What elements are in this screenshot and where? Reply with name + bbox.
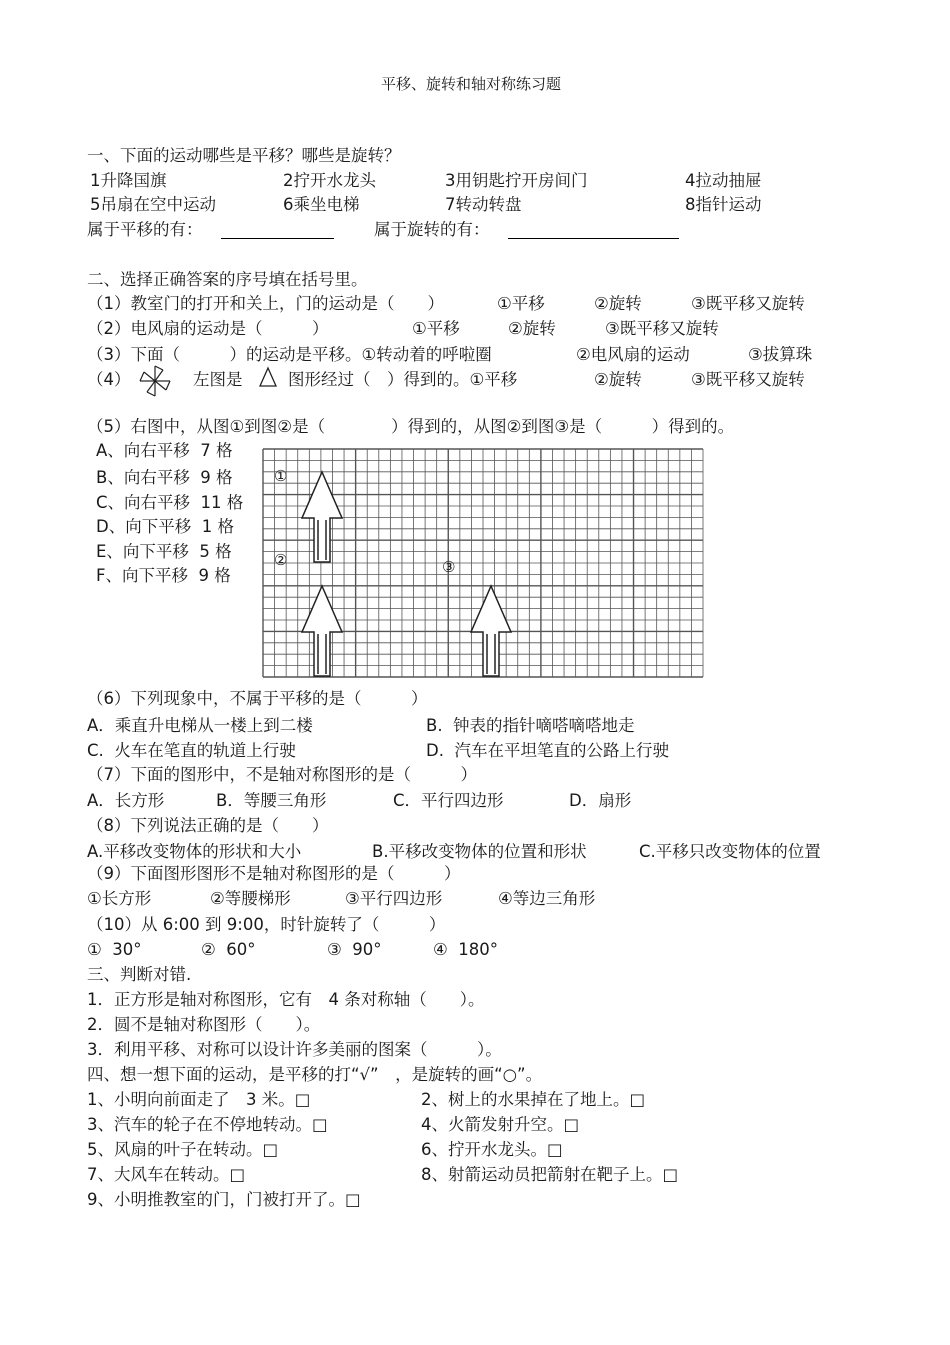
motion-item: 2拧开水龙头 [283,171,376,190]
arrow-figure-1 [302,472,342,562]
q10-option-c: ③ 90° [327,940,382,959]
q5-stem: （5）右图中，从图①到图②是（ ）得到的，从图②到图③是（ ）得到的。 [87,417,735,436]
q1-option-3: ③既平移又旋转 [691,294,805,313]
grid-label-3: ③ [442,558,456,576]
q8-stem: （8）下列说法正确的是（ ） [87,816,329,835]
q5-option-e: E、向下平移 5 格 [96,542,232,561]
judge-item: 3．利用平移、对称可以设计许多美丽的图案（ ）。 [87,1040,502,1059]
arrow-figure-2 [302,586,342,676]
translation-answer-blank[interactable] [221,238,334,239]
q5-option-b: B、向右平移 9 格 [96,468,233,487]
q4-text-a: 左图是 [193,370,243,389]
q9-stem: （9）下面图形图形不是轴对称图形的是（ ） [87,864,461,883]
q9-option-b: ②等腰梯形 [210,889,291,908]
motion-check-item[interactable]: 8、射箭运动员把箭射在靶子上。□ [421,1165,679,1184]
q5-option-a: A、向右平移 7 格 [96,441,233,460]
q10-option-d: ④ 180° [433,940,499,959]
q7-option-d: D．扇形 [569,791,632,810]
q8-option-c: C.平移只改变物体的位置 [639,842,821,861]
motion-item: 4拉动抽屉 [685,171,762,190]
q7-option-b: B．等腰三角形 [216,791,327,810]
motion-check-item[interactable]: 3、汽车的轮子在不停地转动。□ [87,1115,328,1134]
translation-grid-figure [262,448,704,678]
motion-check-item[interactable]: 7、大风车在转动。□ [87,1165,246,1184]
motion-item: 6乘坐电梯 [283,195,360,214]
q10-option-a: ① 30° [87,940,142,959]
q8-option-a: A.平移改变物体的形状和大小 [87,842,302,861]
q9-option-c: ③平行四边形 [345,889,443,908]
q7-stem: （7）下面的图形中，不是轴对称图形的是（ ） [87,765,477,784]
q2-stem: （2）电风扇的运动是（ ） [87,319,329,338]
motion-check-item[interactable]: 9、小明推教室的门，门被打开了。□ [87,1190,361,1209]
q3-option-3: ③拔算珠 [748,345,813,364]
judge-item: 1．正方形是轴对称图形，它有 4 条对称轴（ ）。 [87,990,485,1009]
grid-label-1: ① [274,467,288,485]
motion-check-item[interactable]: 5、风扇的叶子在转动。□ [87,1140,279,1159]
motion-check-item[interactable]: 2、树上的水果掉在了地上。□ [421,1090,646,1109]
q5-option-c: C、向右平移 11 格 [96,493,244,512]
q9-option-a: ①长方形 [87,889,152,908]
motion-check-item[interactable]: 1、小明向前面走了 3 米。□ [87,1090,311,1109]
q10-option-b: ② 60° [201,940,256,959]
q1-stem: （1）教室门的打开和关上，门的运动是（ ） [87,294,444,313]
pinwheel-figure [136,364,174,398]
motion-item: 7转动转盘 [445,195,522,214]
q2-option-2: ②旋转 [508,319,556,338]
motion-item: 5吊扇在空中运动 [90,195,216,214]
q4-option-3: ③既平移又旋转 [691,370,805,389]
translation-label: 属于平移的有： [87,220,203,239]
motion-check-item[interactable]: 6、拧开水龙头。□ [421,1140,563,1159]
rotation-answer-blank[interactable] [508,238,679,239]
q6-option-a: A．乘直升电梯从一楼上到二楼 [87,716,313,735]
q10-stem: （10）从 6:00 到 9:00，时针旋转了（ ） [87,915,446,934]
q7-option-c: C．平行四边形 [393,791,504,810]
section-3-heading: 三、判断对错. [87,965,192,984]
q1-option-2: ②旋转 [594,294,642,313]
q4-text-b: 图形经过（ ）得到的。①平移 [288,370,518,389]
section-1-heading: 一、下面的运动哪些是平移？哪些是旋转？ [87,146,401,165]
q5-option-d: D、向下平移 1 格 [96,517,234,536]
q9-option-d: ④等边三角形 [498,889,596,908]
q1-option-1: ①平移 [497,294,545,313]
arrow-figure-3 [471,586,511,676]
section-4-heading: 四、想一想下面的运动，是平移的打“√” ，是旋转的画“○”。 [87,1065,543,1084]
q5-option-f: F、向下平移 9 格 [96,566,231,585]
page-title: 平移、旋转和轴对称练习题 [381,75,562,93]
grid-label-2: ② [274,551,288,569]
q8-option-b: B.平移改变物体的位置和形状 [372,842,587,861]
q4-option-2: ②旋转 [594,370,642,389]
q6-option-b: B. 钟表的指针嘀嗒嘀嗒地走 [426,716,635,735]
motion-item: 8指针运动 [685,195,762,214]
judge-item: 2．圆不是轴对称图形（ ）。 [87,1015,321,1034]
q7-option-a: A．长方形 [87,791,165,810]
triangle-figure [258,366,278,388]
q3-stem: （3）下面（ ）的运动是平移。①转动着的呼啦圈 [87,345,492,364]
motion-item: 1升降国旗 [90,171,167,190]
q2-option-3: ③既平移又旋转 [605,319,719,338]
motion-check-item[interactable]: 4、火箭发射升空。□ [421,1115,580,1134]
q6-stem: （6）下列现象中，不属于平移的是（ ） [87,689,428,708]
motion-item: 3用钥匙拧开房间门 [445,171,588,190]
section-2-heading: 二、选择正确答案的序号填在括号里。 [87,270,368,289]
q6-option-d: D. 汽车在平坦笔直的公路上行驶 [426,741,669,760]
q3-option-2: ②电风扇的运动 [576,345,690,364]
q4-number: （4） [87,370,131,389]
q2-option-1: ①平移 [412,319,460,338]
rotation-label: 属于旋转的有： [374,220,490,239]
q6-option-c: C. 火车在笔直的轨道上行驶 [87,741,296,760]
